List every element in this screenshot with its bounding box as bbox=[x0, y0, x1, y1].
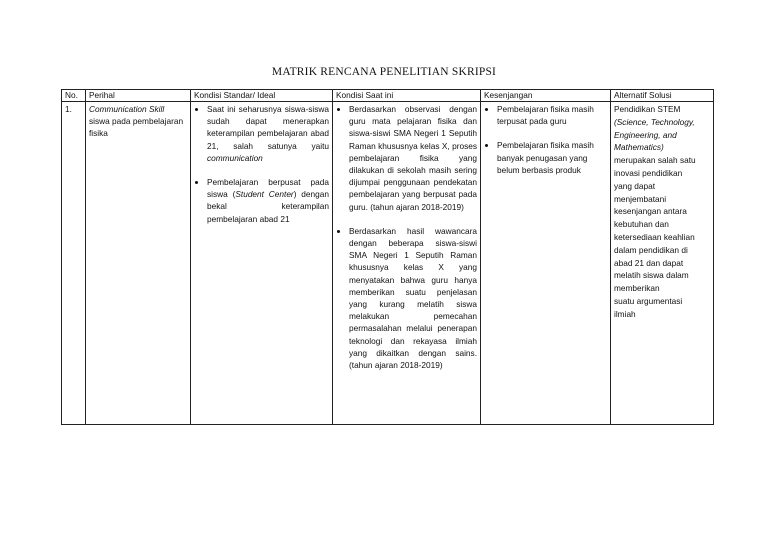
document-title: MATRIK RENCANA PENELITIAN SKRIPSI bbox=[271, 66, 497, 78]
solusi-line: yang dapat bbox=[614, 180, 656, 191]
header-no: No. bbox=[62, 90, 86, 102]
header-alternatif-solusi: Alternatif Solusi bbox=[611, 90, 714, 102]
list-item bbox=[207, 176, 329, 225]
cell-kondisi-saat-ini bbox=[333, 102, 481, 425]
cell-alternatif-solusi bbox=[611, 102, 714, 425]
solusi-heading: Pendidikan STEM bbox=[614, 104, 681, 114]
standar-1-text: Saat ini seharusnya siswa-siswa sudah dapat menerapkan keterampilan pembelajaran abad 21, salah satunya yaitu bbox=[207, 104, 329, 151]
table-row bbox=[62, 102, 714, 425]
cell-kesenjangan bbox=[481, 102, 611, 425]
standar-1-italic: communication bbox=[207, 152, 263, 163]
cell-no: 1. bbox=[62, 102, 86, 425]
solusi-line: melatih siswa dalam bbox=[614, 270, 689, 281]
list-item bbox=[207, 103, 329, 164]
cell-kondisi-standar bbox=[191, 102, 333, 425]
solusi-line: merupakan salah satu bbox=[614, 155, 696, 166]
solusi-line: kebutuhan dan bbox=[614, 219, 669, 230]
list-item: • Berdasarkan hasil wawancara dengan beberapa siswa-siswi SMA Negeri 1 Seputih Raman khususnya kelas X yang menyatakan bahwa guru hanya memberikan suatu penjelasan yang kurang melatih siswa melakukan pemecahan permasalahan melalui penerapan teknologi dan rekayasa ilmiah yang dikaitkan dengan sains. (tahun ajaran 2018-2019) bbox=[349, 225, 477, 371]
standar-list bbox=[194, 103, 329, 225]
standar-2-text-b: ) dengan bekal keterampilan pembelajaran abad 21 bbox=[207, 189, 329, 224]
standar-2-italic: Student Center bbox=[235, 189, 294, 200]
header-perihal: Perihal bbox=[86, 90, 191, 102]
header-row bbox=[62, 90, 714, 102]
solusi-line: kesenjangan antara bbox=[614, 206, 687, 217]
perihal-italic-text: Communication Skill bbox=[89, 104, 165, 114]
list-item: • Pembelajaran fisika masih terpusat pada guru bbox=[497, 103, 599, 127]
kesenjangan-list bbox=[484, 103, 607, 176]
header-kesenjangan: Kesenjangan bbox=[481, 90, 611, 102]
solusi-stem-expansion: (Science, Technology, Engineering, and Mathematics) bbox=[614, 116, 695, 153]
solusi-line: suatu argumentasi bbox=[614, 295, 683, 306]
solusi-line: memberikan bbox=[614, 283, 660, 294]
solusi-line: menjembatani bbox=[614, 193, 667, 204]
header-kondisi-standar: Kondisi Standar/ Ideal bbox=[191, 90, 333, 102]
list-item: • Berdasarkan observasi dengan guru mata pelajaran fisika dan siswa-siswi SMA Negeri 1 Seputih Raman khususnya kelas X, proses pembelajaran fisika yang dilakukan di sekolah masih sering dijumpai penggunaan pendekatan pembelajaran yang berpusat pada guru. (tahun ajaran 2018-2019) bbox=[349, 103, 477, 213]
solusi-line: inovasi pendidikan bbox=[614, 167, 683, 178]
solusi-line: ketersediaan keahlian bbox=[614, 231, 695, 242]
perihal-text: siswa pada pembelajaran fisika bbox=[89, 116, 184, 139]
solusi-line: dalam pendidikan di bbox=[614, 244, 688, 255]
list-item: • Pembelajaran fisika masih banyak penugasan yang belum berbasis produk bbox=[497, 139, 599, 176]
solusi-line: ilmiah bbox=[614, 308, 636, 319]
header-kondisi-saat-ini: Kondisi Saat ini bbox=[333, 90, 481, 102]
standar-2-text-a: Pembelajaran berpusat pada siswa ( bbox=[207, 177, 329, 200]
research-matrix-table bbox=[61, 89, 714, 425]
saat-ini-list bbox=[336, 103, 477, 371]
cell-perihal bbox=[86, 102, 191, 425]
solusi-line: abad 21 dan dapat bbox=[614, 257, 684, 268]
